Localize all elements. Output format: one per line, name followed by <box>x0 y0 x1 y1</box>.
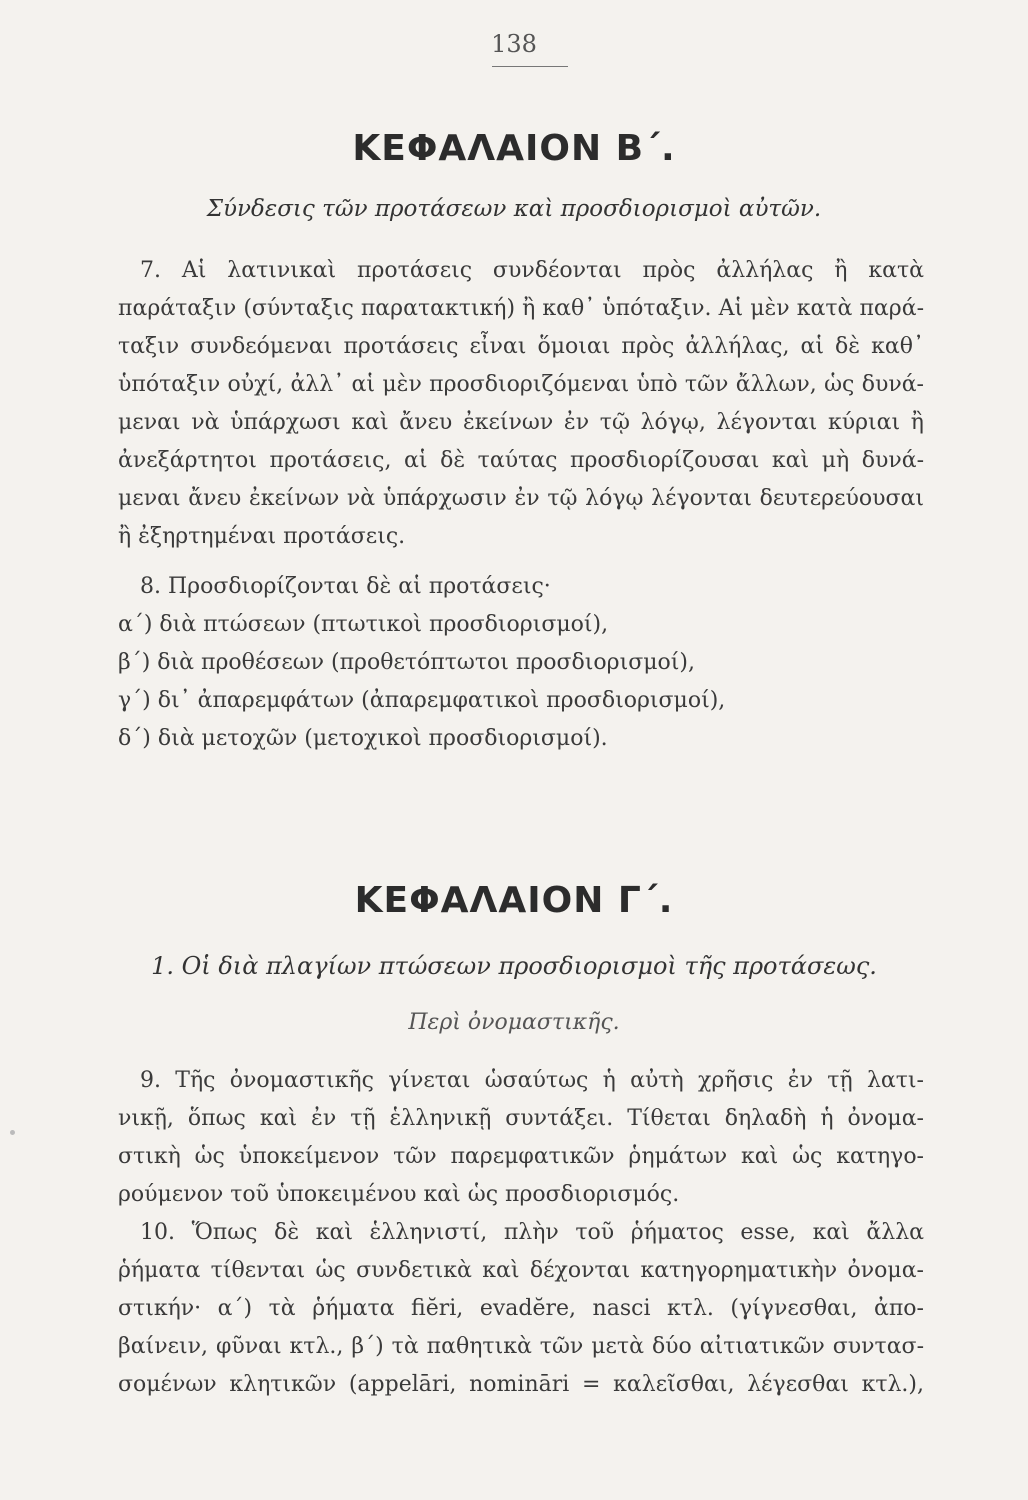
page-number-rule <box>492 66 568 67</box>
paragraph-8 <box>118 568 924 758</box>
chapter-b-subtitle: Σύνδεσις τῶν προτάσεων καὶ προσδιορισμοὶ αὐτῶν. <box>206 196 822 222</box>
paragraph-7-line: 7. Αἱ λατινικαὶ προτάσεις συνδέονται πρὸς ἀλλήλας ἢ κατὰ <box>140 258 924 283</box>
paragraph-10-line: βαίνειν, φῦναι κτλ., β΄) τὰ παθητικὰ τῶν μετὰ δύο αἰτιατικῶν συντασ- <box>118 1334 924 1359</box>
paragraph-7-line: μεναι νὰ ὑπάρχωσι καὶ ἄνευ ἐκείνων ἐν τῷ λόγῳ, λέγονται κύριαι ἢ <box>118 410 924 435</box>
paragraph-8-item: α΄) διὰ πτώσεων (πτωτικοὶ προσδιορισμοί), <box>118 612 609 637</box>
paragraph-10-line: ῥήματα τίθενται ὡς συνδετικὰ καὶ δέχονται κατηγορηματικὴν ὀνομα- <box>118 1258 924 1283</box>
chapter-c-heading: ΚΕΦΑΛΑΙΟΝ Γ΄. <box>354 880 674 921</box>
paragraph-9-line: ρούμενον τοῦ ὑποκειμένου καὶ ὡς προσδιορισμός. <box>118 1182 680 1207</box>
paragraph-10-line: σομένων κλητικῶν (appelāri, nomināri = καλεῖσθαι, λέγεσθαι κτλ.), <box>118 1372 924 1397</box>
paragraph-7-line: ταξιν συνδεόμεναι προτάσεις εἶναι ὅμοιαι πρὸς ἀλλήλας, αἱ δὲ καθ᾽ <box>118 334 924 359</box>
paragraph-7-line: ἀνεξάρτητοι προτάσεις, αἱ δὲ ταύτας προσδιορίζουσαι καὶ μὴ δυνά- <box>118 448 924 473</box>
paragraph-7-line: ἢ ἐξηρτημέναι προτάσεις. <box>118 524 406 549</box>
chapter-b-heading: ΚΕΦΑΛΑΙΟΝ Β΄. <box>352 128 676 169</box>
paragraph-9-line: 9. Τῆς ὀνομαστικῆς γίνεται ὡσαύτως ἡ αὐτὴ χρῆσις ἐν τῇ λατι- <box>140 1068 924 1093</box>
paragraph-8-item: β΄) διὰ προθέσεων (προθετόπτωτοι προσδιορισμοί), <box>118 650 695 675</box>
paragraph-7-line: ὑπόταξιν οὐχί, ἀλλ᾽ αἱ μὲν προσδιοριζόμεναι ὑπὸ τῶν ἄλλων, ὡς δυνά- <box>118 372 924 397</box>
paragraph-7-line: παράταξιν (σύνταξις παρατακτική) ἢ καθ᾽ ὑπόταξιν. Αἱ μὲν κατὰ παρά- <box>118 296 924 321</box>
paragraph-8-item: γ΄) δι᾽ ἀπαρεμφάτων (ἀπαρεμφατικοὶ προσδιορισμοί), <box>118 688 726 713</box>
paragraph-10 <box>118 1214 924 1404</box>
paragraph-10-line: στικήν· α΄) τὰ ῥήματα fiĕri, evadĕre, nasci κτλ. (γίγνεσθαι, ἀπο- <box>118 1296 924 1321</box>
paragraph-10-line: 10. Ὅπως δὲ καὶ ἑλληνιστί, πλὴν τοῦ ῥήματος esse, καὶ ἄλλα <box>140 1220 924 1245</box>
paragraph-8-intro: 8. Προσδιορίζονται δὲ αἱ προτάσεις· <box>140 574 551 599</box>
paragraph-8-item: δ΄) διὰ μετοχῶν (μετοχικοὶ προσδιορισμοί). <box>118 726 608 751</box>
paragraph-9-line: στικὴ ὡς ὑποκείμενον τῶν παρεμφατικῶν ῥημάτων καὶ ὡς κατηγο- <box>118 1144 924 1169</box>
paragraph-9 <box>118 1062 924 1214</box>
paragraph-7-line: μεναι ἄνευ ἐκείνων νὰ ὑπάρχωσιν ἐν τῷ λόγῳ λέγονται δευτερεύουσαι <box>118 486 924 511</box>
paragraph-7 <box>118 252 924 556</box>
section-1-title: 1. Οἱ διὰ πλαγίων πτώσεων προσδιορισμοὶ τῆς προτάσεως. <box>151 952 877 980</box>
subsection-title: Περὶ ὀνομαστικῆς. <box>408 1010 620 1035</box>
paragraph-9-line: νικῇ, ὅπως καὶ ἐν τῇ ἑλληνικῇ συντάξει. Τίθεται δηλαδὴ ἡ ὀνομα- <box>118 1106 924 1131</box>
margin-dot <box>10 1130 15 1135</box>
page-number: 138 <box>491 30 537 58</box>
